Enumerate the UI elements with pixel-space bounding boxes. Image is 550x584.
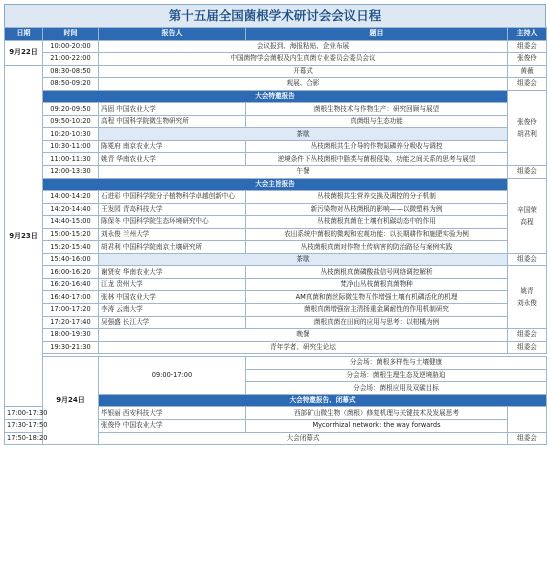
topic-cell: 逆境条件下丛枝菌根中脂类与菌根侵染、功能之间关系的思考与展望 xyxy=(246,153,508,166)
table-row xyxy=(5,40,547,53)
reporter-cell: 吴强盛 长江大学 xyxy=(99,316,246,329)
header-row xyxy=(5,28,547,41)
host-cell: 组委会 xyxy=(508,341,547,354)
time-cell: 10:00-20:00 xyxy=(43,40,99,53)
time-cell: 15:40-16:00 xyxy=(43,253,99,266)
host-cell xyxy=(508,266,547,329)
topic-cell: 青年学者、研究生论坛 xyxy=(99,341,508,354)
topic-cell: 菌根真菌增强宿主清扬重金属耐性的作用机制研究 xyxy=(246,304,508,317)
topic-cell: 分会场：菌根生理生态及逆境胁迫 xyxy=(246,369,547,382)
table-row xyxy=(5,128,547,141)
host-cell xyxy=(508,178,547,253)
table-row xyxy=(5,329,547,342)
time-cell: 10:20-10:30 xyxy=(43,128,99,141)
host-name: 高程 xyxy=(520,217,534,226)
header-date: 日期 xyxy=(5,28,43,41)
header-reporter: 报告人 xyxy=(99,28,246,41)
reporter-cell: 胡君利 中国科学院南京土壤研究所 xyxy=(99,241,246,254)
host-cell: 组委会 xyxy=(508,40,547,53)
reporter-cell: 张俊伶 中国农业大学 xyxy=(99,419,246,432)
time-cell: 08:30-08:50 xyxy=(43,65,99,78)
reporter-cell: 刘永俊 兰州大学 xyxy=(99,228,246,241)
time-cell: 17:50-18:20 xyxy=(5,432,43,445)
topic-cell: AM真菌和菌丝际微生物互作增强土壤有机磷活化的机理 xyxy=(246,291,508,304)
header-time: 时间 xyxy=(43,28,99,41)
time-cell: 19:30-21:30 xyxy=(43,341,99,354)
header-topic: 题目 xyxy=(246,28,508,41)
time-cell: 09:00-17:00 xyxy=(99,357,246,395)
topic-cell: 丛枝菌根真菌磷酸盐信号网络调控解析 xyxy=(246,266,508,279)
reporter-cell: 高程 中国科学院微生物研究所 xyxy=(99,115,246,128)
time-cell: 08:50-09:20 xyxy=(43,78,99,91)
topic-cell: 丛枝菌根共生营养交换及调控的分子机制 xyxy=(246,191,508,204)
reporter-cell: 陈保冬 中国科学院生态环境研究中心 xyxy=(99,216,246,229)
reporter-cell: 姚青 华南农业大学 xyxy=(99,153,246,166)
time-cell: 17:20-17:40 xyxy=(43,316,99,329)
time-cell: 11:00-11:30 xyxy=(43,153,99,166)
topic-cell: 观展、合影 xyxy=(99,78,508,91)
reporter-cell: 王发园 青岛科技大学 xyxy=(99,203,246,216)
time-cell: 15:00-15:20 xyxy=(43,228,99,241)
reporter-cell: 张林 中国农业大学 xyxy=(99,291,246,304)
table-row xyxy=(5,266,547,279)
date-cell: 9月24日 xyxy=(43,357,99,445)
topic-cell: 菌根生物技术与作物生产：研究回顾与展望 xyxy=(246,103,508,116)
date-cell: 9月23日 xyxy=(5,65,43,407)
schedule-sheet xyxy=(4,4,546,445)
time-cell: 16:40-17:00 xyxy=(43,291,99,304)
reporter-cell: 江龙 贵州大学 xyxy=(99,278,246,291)
topic-cell: 分会场：菌根应用及双碳目标 xyxy=(246,382,547,395)
time-cell: 16:00-16:20 xyxy=(43,266,99,279)
header-host: 主持人 xyxy=(508,28,547,41)
session-header-row xyxy=(5,178,547,191)
topic-cell: 西部矿山微生物（菌根）修复机理与关键技术及发展思考 xyxy=(246,407,508,420)
table-row xyxy=(5,291,547,304)
time-cell: 10:30-11:00 xyxy=(43,140,99,153)
table-row xyxy=(5,140,547,153)
topic-cell: 菌根真菌在田间的应用与思考：以柑橘为例 xyxy=(246,316,508,329)
table-row xyxy=(5,115,547,128)
topic-cell: 中国菌物学会菌根及内生真菌专业委员会委员会议 xyxy=(99,53,508,66)
date-cell: 9月22日 xyxy=(5,40,43,65)
table-row xyxy=(5,241,547,254)
session-header-row xyxy=(5,90,547,103)
time-cell: 18:00-19:30 xyxy=(43,329,99,342)
time-cell: 14:40-15:00 xyxy=(43,216,99,229)
host-cell: 组委会 xyxy=(508,253,547,266)
reporter-cell: 李涛 云南大学 xyxy=(99,304,246,317)
topic-cell: 大会闭幕式 xyxy=(99,432,508,445)
table-row xyxy=(5,166,547,179)
table-row xyxy=(5,203,547,216)
table-row xyxy=(5,65,547,78)
host-cell xyxy=(508,90,547,165)
table-row xyxy=(5,278,547,291)
topic-cell: 分会场：菌根多样性与土壤健康 xyxy=(246,357,547,370)
host-cell: 组委会 xyxy=(508,78,547,91)
topic-cell: 丛枝菌根共生介导的作物氮磷养分吸收与调控 xyxy=(246,140,508,153)
host-cell: 张俊伶 xyxy=(508,53,547,66)
time-cell: 21:00-22:00 xyxy=(43,53,99,66)
schedule-table xyxy=(4,27,547,445)
time-cell: 09:20-09:50 xyxy=(43,103,99,116)
reporter-cell: 冯固 中国农业大学 xyxy=(99,103,246,116)
table-row xyxy=(5,78,547,91)
topic-cell: 农田系统中菌根的微观和宏观功能：以长期耕作和施肥实验为例 xyxy=(246,228,508,241)
time-cell: 15:20-15:40 xyxy=(43,241,99,254)
host-name: 胡君利 xyxy=(517,129,537,138)
time-cell: 09:50-10:20 xyxy=(43,115,99,128)
time-cell: 17:00-17:30 xyxy=(5,407,43,420)
tea-break-cell: 茶歇 xyxy=(99,253,508,266)
host-name: 张俊伶 xyxy=(517,117,537,126)
host-cell: 组委会 xyxy=(508,432,547,445)
time-cell: 14:20-14:40 xyxy=(43,203,99,216)
session-title: 大会特邀报告、闭幕式 xyxy=(99,394,547,407)
topic-cell: 丛枝菌根真菌对作物土传病害的防治路径与案例实践 xyxy=(246,241,508,254)
host-cell: 黄薇 xyxy=(508,65,547,78)
table-row xyxy=(5,304,547,317)
table-row xyxy=(5,253,547,266)
time-cell: 14:00-14:20 xyxy=(43,191,99,204)
tea-break-cell: 茶歇 xyxy=(99,128,508,141)
table-row xyxy=(5,216,547,229)
table-row xyxy=(5,53,547,66)
topic-cell: 会议报到、海报粘贴、企业布展 xyxy=(99,40,508,53)
host-name: 姚青 xyxy=(520,287,534,296)
host-name: 辛国荣 xyxy=(517,205,537,214)
session-title: 大会主旨报告 xyxy=(43,178,508,191)
topic-cell: 午餐 xyxy=(99,166,508,179)
topic-cell: 丛枝菌根真菌在土壤有机碳动态中的作用 xyxy=(246,216,508,229)
topic-cell: 开幕式 xyxy=(99,65,508,78)
topic-cell: 新污染物对丛枝菌根的影响——以微塑料为例 xyxy=(246,203,508,216)
table-row xyxy=(5,357,547,370)
reporter-cell: 石进彩 中国科学院分子植物科学卓越创新中心 xyxy=(99,191,246,204)
table-row xyxy=(5,103,547,116)
time-cell: 17:30-17:50 xyxy=(5,419,43,432)
table-row xyxy=(5,191,547,204)
time-cell: 12:00-13:30 xyxy=(43,166,99,179)
session-title: 大会特邀报告 xyxy=(43,90,508,103)
reporter-cell: 毕银丽 西安科技大学 xyxy=(99,407,246,420)
host-cell: 组委会 xyxy=(508,329,547,342)
topic-cell: 梵净山丛枝菌根真菌物种 xyxy=(246,278,508,291)
host-cell: 组委会 xyxy=(508,166,547,179)
topic-cell: Mycorrhizal network: the way forwards xyxy=(246,419,508,432)
reporter-cell: 谢贤安 华南农业大学 xyxy=(99,266,246,279)
host-name: 刘永俊 xyxy=(517,299,537,308)
topic-cell: 真菌组与生态功能 xyxy=(246,115,508,128)
topic-cell: 晚餐 xyxy=(99,329,508,342)
table-row xyxy=(5,228,547,241)
page-title: 第十五届全国菌根学术研讨会会议日程 xyxy=(4,4,546,27)
reporter-cell: 陈冕府 南京农业大学 xyxy=(99,140,246,153)
time-cell: 16:20-16:40 xyxy=(43,278,99,291)
time-cell: 17:00-17:20 xyxy=(43,304,99,317)
table-row xyxy=(5,341,547,354)
